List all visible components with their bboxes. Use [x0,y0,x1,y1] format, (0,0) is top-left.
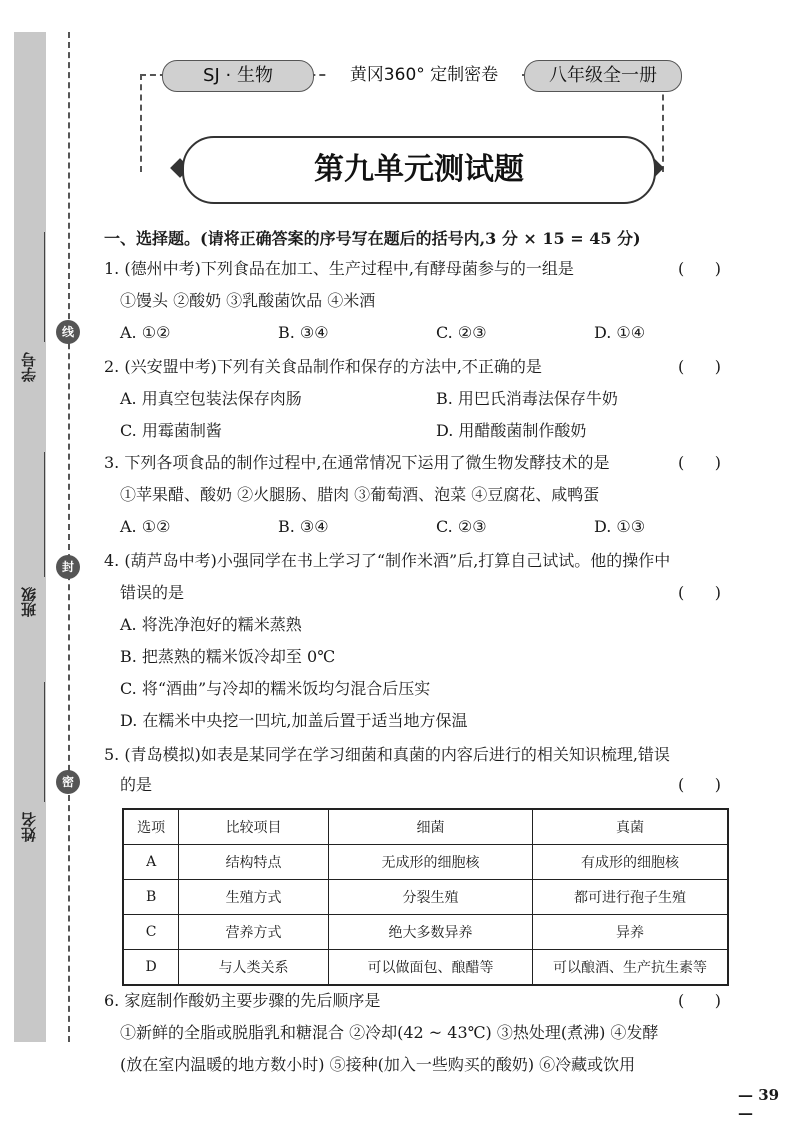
table-header-cell: 选项 [123,809,179,845]
q1-option-d: D. ①④ [594,323,646,342]
q1-answer-blank[interactable]: ( ) [678,259,721,278]
table-cell: 绝大多数异养 [328,915,532,950]
q3-option-d: D. ①③ [594,517,646,536]
table-cell: 可以做面包、酿醋等 [328,950,532,986]
table-cell: 异养 [533,915,728,950]
table-cell: 营养方式 [179,915,328,950]
table-header-row [123,809,728,845]
table-row [123,845,728,880]
q6-steps-line1: ①新鲜的全脂或脱脂乳和糖混合 ②冷却(42 ~ 43℃) ③热处理(煮沸) ④发酵 [120,1023,659,1042]
q2-answer-blank[interactable]: ( ) [678,357,721,376]
name-blank [44,682,45,802]
table-row [123,880,728,915]
q1-option-c: C. ②③ [436,323,487,342]
q1-items: ①馒头 ②酸奶 ③乳酸菌饮品 ④米酒 [120,291,376,310]
student-id-blank [44,232,45,342]
table-row [123,950,728,986]
q5-stem-cont: 的是 [120,775,153,794]
table-cell: 可以酿酒、生产抗生素等 [533,950,728,986]
student-id-label: 学号 [20,352,38,382]
q5-stem: 5. (青岛模拟)如表是某同学在学习细菌和真菌的内容后进行的相关知识梳理,错误 [104,745,670,764]
table-cell: 无成形的细胞核 [328,845,532,880]
seal-line: 线 [56,320,80,344]
name-label: 姓名 [20,812,38,842]
q2-option-b: B. 用巴氏消毒法保存牛奶 [436,389,618,408]
binding-strip [14,32,46,1042]
q2-stem: 2. (兴安盟中考)下列有关食品制作和保存的方法中,不正确的是 [104,357,542,376]
q3-option-c: C. ②③ [436,517,487,536]
q3-items: ①苹果醋、酸奶 ②火腿肠、腊肉 ③葡萄酒、泡菜 ④豆腐花、咸鸭蛋 [120,485,600,504]
q4-stem-cont: 错误的是 [120,583,185,602]
q4-option-b: B. 把蒸熟的糯米饭冷却至 0℃ [120,647,336,666]
cut-line [68,32,70,1042]
subject-pill: SJ · 生物 [162,60,314,92]
q3-option-a: A. ①② [120,517,171,536]
q4-option-d: D. 在糯米中央挖一凹坑,加盖后置于适当地方保温 [120,711,468,730]
q6-answer-blank[interactable]: ( ) [678,991,721,1010]
q4-answer-blank[interactable]: ( ) [678,583,721,602]
table-cell: 都可进行孢子生殖 [533,880,728,915]
table-header-cell: 真菌 [533,809,728,845]
section-heading: 一、选择题。(请将正确答案的序号写在题后的括号内,3 分 × 15 = 45 分) [104,229,641,248]
series-name: 黄冈360° 定制密卷 [326,60,522,90]
q3-stem: 3. 下列各项食品的制作过程中,在通常情况下运用了微生物发酵技术的是 [104,453,610,472]
table-row [123,915,728,950]
seal-seal: 封 [56,555,80,579]
table-header-cell: 比较项目 [179,809,328,845]
q5-answer-blank[interactable]: ( ) [678,775,721,794]
table-cell: C [123,915,179,950]
table-cell: 生殖方式 [179,880,328,915]
class-blank [44,452,45,577]
comparison-table [122,808,729,986]
q1-option-b: B. ③④ [278,323,329,342]
table-cell: B [123,880,179,915]
table-cell: 有成形的细胞核 [533,845,728,880]
page-number: — 39 — [738,1086,780,1122]
q6-stem: 6. 家庭制作酸奶主要步骤的先后顺序是 [104,991,381,1010]
seal-secret: 密 [56,770,80,794]
table-cell: 与人类关系 [179,950,328,986]
q2-option-a: A. 用真空包装法保存肉肠 [120,389,302,408]
page-title: 第九单元测试题 [182,136,656,204]
table-header-cell: 细菌 [328,809,532,845]
q2-option-d: D. 用醋酸菌制作酸奶 [436,421,587,440]
q1-option-a: A. ①② [120,323,171,342]
q1-stem: 1. (德州中考)下列食品在加工、生产过程中,有酵母菌参与的一组是 [104,259,574,278]
q4-stem: 4. (葫芦岛中考)小强同学在书上学习了“制作米酒”后,打算自己试试。他的操作中 [104,551,671,570]
q6-steps-line2: (放在室内温暖的地方数小时) ⑤接种(加入一些购买的酸奶) ⑥冷藏或饮用 [120,1055,636,1074]
class-label: 班级 [20,587,38,617]
grade-pill: 八年级全一册 [524,60,682,92]
q4-option-a: A. 将洗净泡好的糯米蒸熟 [120,615,302,634]
q3-answer-blank[interactable]: ( ) [678,453,721,472]
q3-option-b: B. ③④ [278,517,329,536]
table-cell: A [123,845,179,880]
q2-option-c: C. 用霉菌制酱 [120,421,222,440]
q4-option-c: C. 将“酒曲”与冷却的糯米饭均匀混合后压实 [120,679,431,698]
table-cell: D [123,950,179,986]
table-cell: 结构特点 [179,845,328,880]
table-cell: 分裂生殖 [328,880,532,915]
